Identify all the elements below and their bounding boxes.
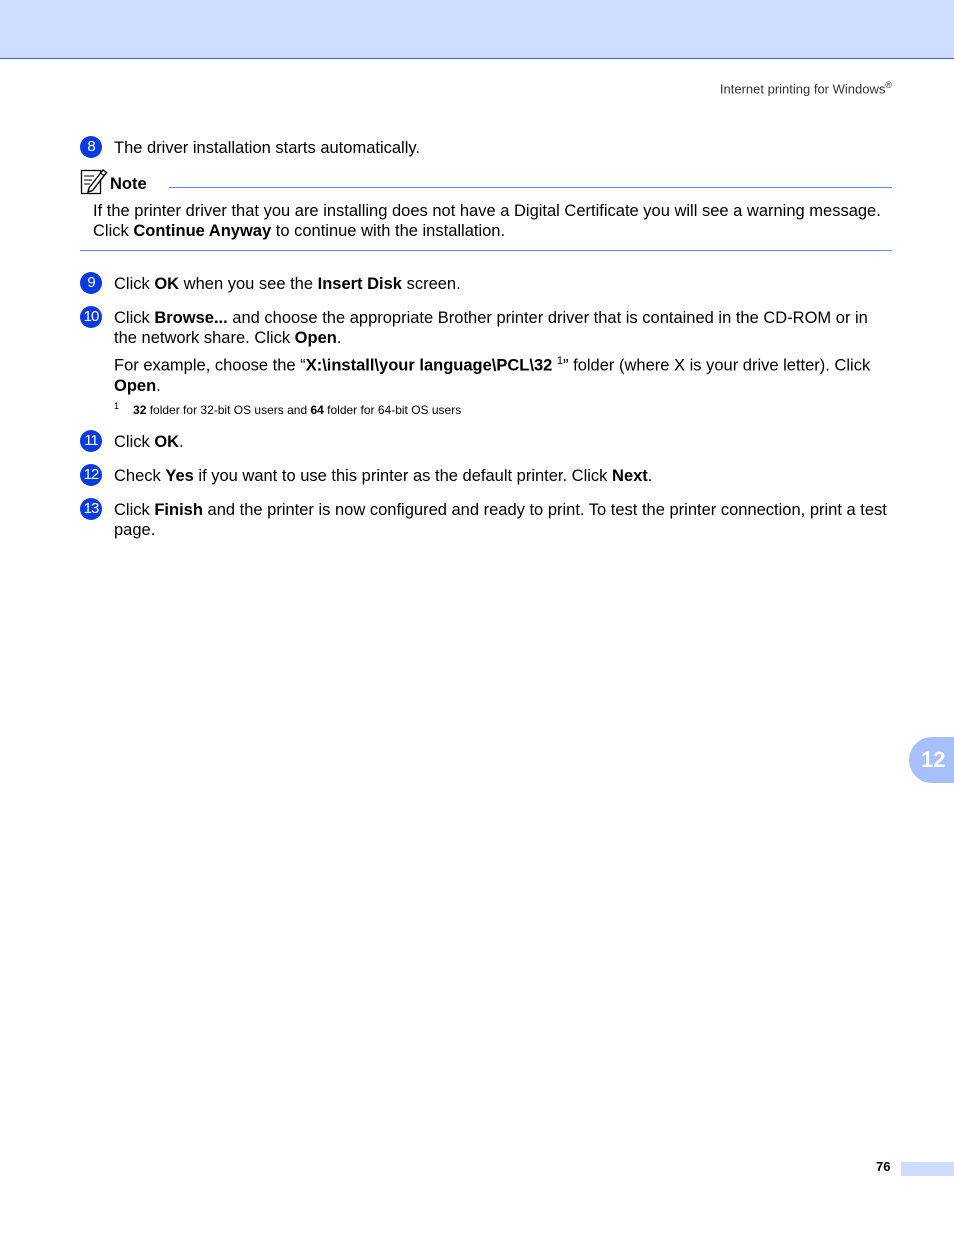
note-bottom-rule <box>80 250 892 251</box>
note-box <box>80 167 892 241</box>
step-text: Click OK. <box>114 433 184 451</box>
registered-mark: ® <box>885 80 892 90</box>
footnote: $^1$ 32 folder for 32-bit OS users and 64 folder for 64-bit OS users <box>114 401 462 417</box>
footnote-number: 1 <box>114 401 120 411</box>
step-text: Check Yes if you want to use this printer as the default printer. Click Next. <box>114 467 653 485</box>
step-number-badge: 11 <box>80 430 102 452</box>
driver-path: X:\install\your language\PCL\32 <box>305 356 553 375</box>
running-header-title: Internet printing for Windows <box>719 81 886 97</box>
step-text: The driver installation starts automatically. <box>114 139 420 157</box>
footnote-ref: 1 <box>556 355 564 367</box>
step-number-badge: 8 <box>80 136 102 158</box>
note-title: Note <box>110 175 147 193</box>
header-band <box>0 0 954 59</box>
page-number: 76 <box>876 1159 891 1174</box>
step-number-badge: 13 <box>80 498 102 520</box>
step-11 <box>80 432 892 452</box>
step-text: Click OK when you see the Insert Disk screen. <box>114 275 461 293</box>
running-header <box>720 80 892 96</box>
step-13 <box>80 500 892 540</box>
step-12 <box>80 466 892 486</box>
chapter-tab[interactable]: 12 <box>909 737 954 783</box>
note-pencil-icon <box>80 167 108 195</box>
note-line-1: If the printer driver that you are installing does not have a Digital Certificate you will see a warning message. <box>93 202 881 220</box>
continue-anyway-label: Continue Anyway <box>133 222 272 240</box>
step-number-badge: 9 <box>80 272 102 294</box>
note-top-rule <box>169 187 892 188</box>
note-line-2: Click Continue Anyway to continue with the installation. <box>93 222 506 240</box>
step-10 <box>80 308 892 396</box>
page-number-bar <box>901 1162 954 1176</box>
step-text: Click Finish and the printer is now configured and ready to print. To test the printer connection, print a test page. <box>114 501 887 539</box>
step-text: Click Browse... and choose the appropriate Brother printer driver that is contained in the CD-ROM or in the network share. Click Open. <box>114 309 868 347</box>
step-8 <box>80 138 892 158</box>
step-number-badge: 12 <box>80 464 102 486</box>
note-body <box>93 201 892 241</box>
step-9 <box>80 274 892 294</box>
step-example-text: For example, choose the “X:\install\your language\PCL\32 $^1$” folder (where X is your drive letter). Click Open. <box>114 355 871 395</box>
step-number-badge: 10 <box>80 306 102 328</box>
